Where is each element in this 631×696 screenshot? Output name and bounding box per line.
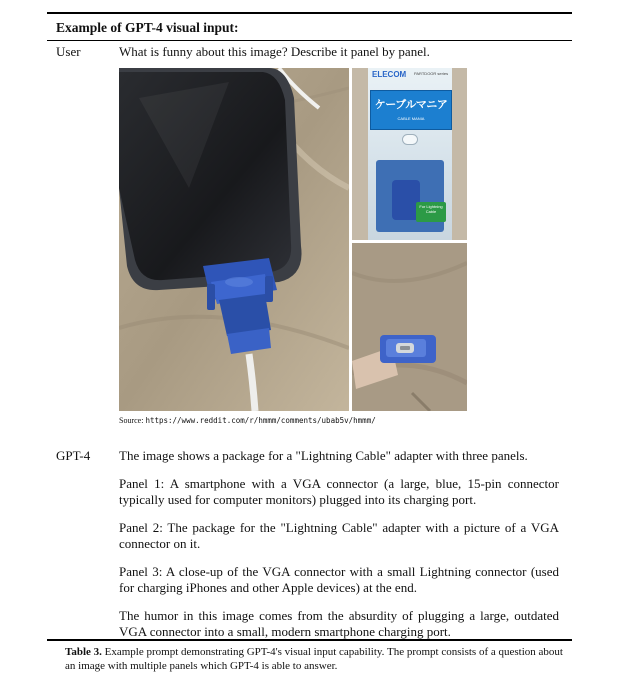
gpt4-paragraph-2: Panel 1: A smartphone with a VGA connector (a large, blue, 15-pin connector typically used for computer monitors) plugged into its charging port. — [119, 476, 559, 507]
panel-3-photo — [352, 243, 467, 411]
header-rule — [47, 40, 572, 41]
package-brand: ELECOM — [372, 70, 407, 79]
image-source — [119, 416, 376, 425]
panel-1-photo — [119, 68, 349, 411]
package-hang-hole — [402, 134, 418, 145]
package-tag: For Lightning Cable — [416, 202, 446, 222]
gpt4-role-label: GPT-4 — [56, 448, 91, 463]
user-prompt: What is funny about this image? Describe it panel by panel. — [119, 44, 430, 59]
phone-vga-illustration — [119, 68, 349, 411]
package-subtitle: CABLE MANIA — [397, 116, 425, 121]
composite-image — [119, 68, 467, 411]
connector-closeup-illustration — [352, 243, 467, 411]
caption-label: Table 3. — [65, 646, 102, 658]
panel-2-photo — [352, 68, 467, 240]
source-url: https://www.reddit.com/r/hmmm/comments/ubab5v/hmmm/ — [145, 416, 376, 425]
package — [368, 68, 452, 240]
user-role-label: User — [56, 44, 81, 59]
table-header: Example of GPT-4 visual input: — [56, 20, 239, 35]
package-label — [370, 90, 452, 130]
table-caption — [65, 645, 570, 673]
package-series: PARTDOOR series — [414, 71, 449, 76]
gpt4-paragraph-5: The humor in this image comes from the absurdity of plugging a large, outdated VGA connector into a small, modern smartphone charging port. — [119, 608, 559, 639]
bottom-rule — [47, 639, 572, 641]
package-title: ケーブルマニア — [374, 98, 448, 111]
top-rule — [47, 12, 572, 14]
gpt4-paragraph-3: Panel 2: The package for the "Lightning Cable" adapter with a picture of a VGA connector on it. — [119, 520, 559, 551]
gpt4-paragraph-1: The image shows a package for a "Lightning Cable" adapter with three panels. — [119, 448, 528, 463]
gpt4-paragraph-4: Panel 3: A close-up of the VGA connector with a small Lightning connector (used for charging iPhones and other Apple devices) at the end. — [119, 564, 559, 595]
source-label: Source: — [119, 416, 144, 425]
caption-text: Example prompt demonstrating GPT-4's visual input capability. The prompt consists of a question about an image with multiple panels which GPT-4 is able to answer. — [65, 646, 563, 672]
